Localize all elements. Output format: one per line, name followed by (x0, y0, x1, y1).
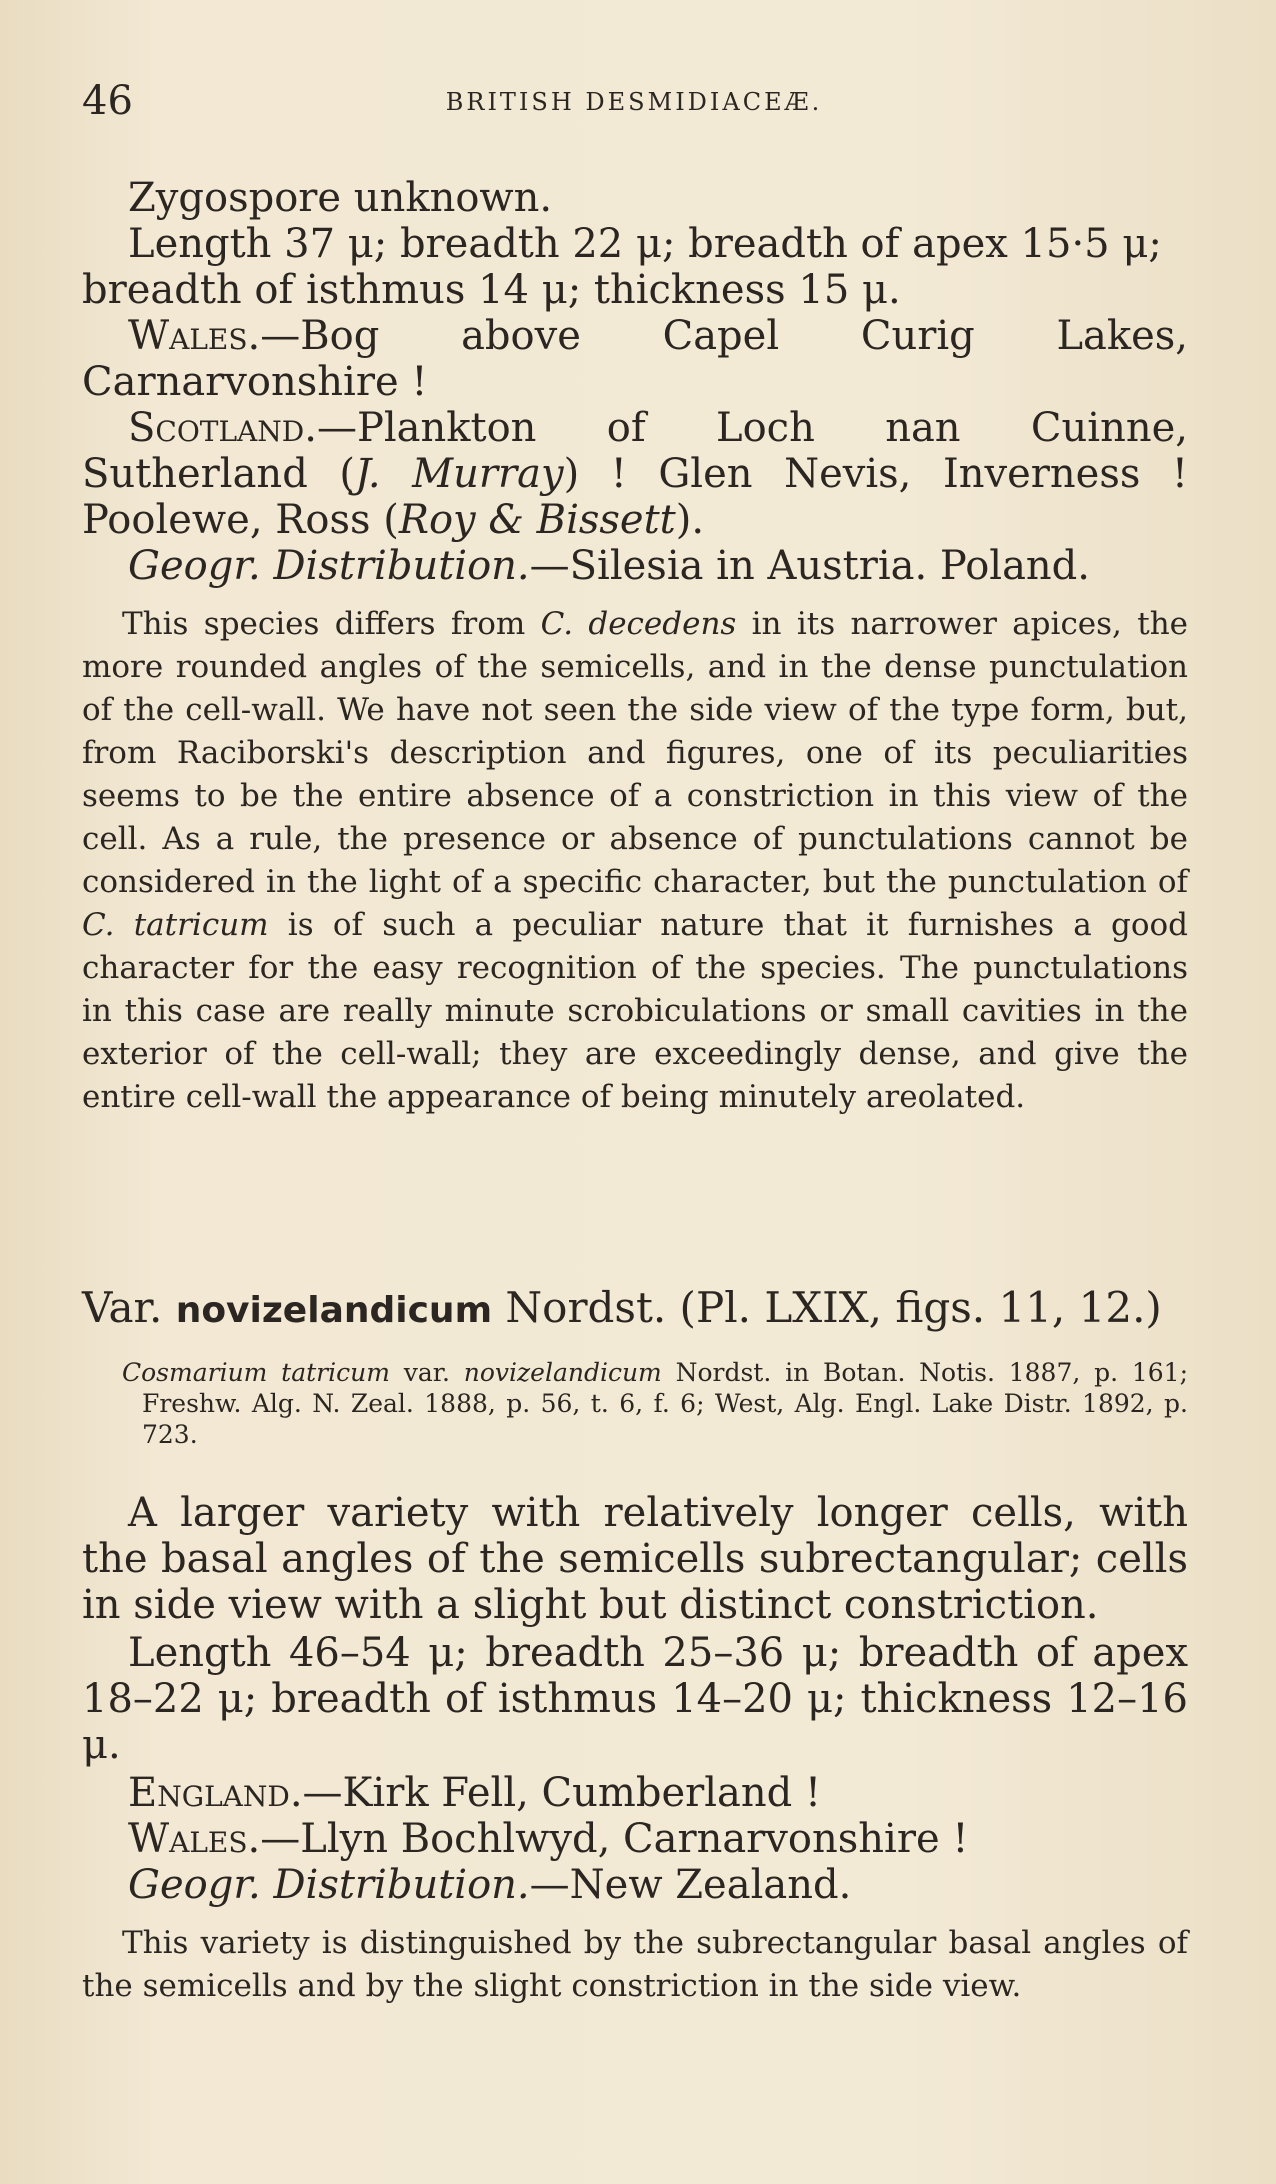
variety-wales-text: —Llyn Bochlwyd, Carnarvonshire ! (260, 1816, 969, 1862)
scotland-text-1: —Plankton of Loch nan Cuinne, Sutherland ( (82, 405, 1188, 497)
england-text: —Kirk Fell, Cumberland ! (302, 1770, 822, 1816)
variety-measurements: Length 46–54 μ; breadth 25–36 μ; breadth of apex 18–22 μ; breadth of isthmus 14–20 μ; thickness 12–16 μ. (82, 1630, 1188, 1768)
wales-locality (82, 313, 1188, 405)
scotland-locality (82, 405, 1188, 543)
measurements-line-1: Length 37 μ; breadth 22 μ; breadth of apex 15·5 μ; (128, 221, 1162, 267)
england-label: England. (128, 1770, 303, 1816)
note-text-2: in its narrower apices, the more rounded angles of the semicells, and in the dense punctulation of the cell-wall. We have not seen the side view of the type form, but, from Raciborski's description and figures, one of its peculiarities seems to be the entire absence of a constriction in this view of the cell. As a rule, the presence or absence of punctulations cannot be considered in the light of a specific character, but the punctulation of (82, 606, 1188, 900)
species-note (82, 603, 1188, 1119)
note-species-1: C. decedens (540, 606, 737, 642)
note-text-3: is of such a peculiar nature that it furnishes a good character for the easy recognition of the species. The punctulations in this case are really minute scrobiculations or small cavities in the exterior of the cell-wall; they are exceedingly dense, and give the entire cell-wall the appearance of being minutely areolated. (82, 907, 1188, 1115)
synonymy (122, 1357, 1188, 1450)
variety-wales-label: Wales. (128, 1816, 261, 1862)
variety-wales-locality (82, 1816, 1188, 1862)
syn-rest: Nordst. in Botan. Notis. 1887, p. 161; Freshw. Alg. N. Zeal. 1888, p. 56, t. 6, f. 6; West, Alg. Engl. Lake Distr. 1892, p. 723. (142, 1358, 1188, 1449)
distribution-line (82, 543, 1188, 589)
variety-description: A larger variety with relatively longer cells, with the basal angles of the semicells subrectangular; cells in side view with a slight but distinct constriction. (82, 1490, 1188, 1628)
variety-note: This variety is distinguished by the subrectangular basal angles of the semicells and by the slight constriction in the side view. (82, 1925, 1188, 2004)
wales-label: Wales. (128, 313, 261, 359)
distribution-text: —Silesia in Austria. Poland. (529, 543, 1090, 589)
syn-varname: novizelandicum (463, 1358, 662, 1387)
scotland-collector-2: Roy & Bissett (398, 497, 676, 543)
scotland-collector: J. Murray (354, 451, 564, 497)
scotland-text-2: ) ! Glen Nevis, Inverness ! Poolewe, Ross ( (82, 451, 1189, 543)
variety-prefix: Var. (82, 1283, 176, 1332)
note-text-1: This species differs from (122, 606, 541, 642)
measurements-line-2: breadth of isthmus 14 μ; thickness 15 μ. (82, 267, 901, 313)
page-number: 46 (82, 78, 133, 124)
scotland-text-3: ). (675, 497, 705, 543)
variety-distribution (82, 1862, 1188, 1908)
variety-heading (82, 1282, 1188, 1337)
syn-species: Cosmarium tatricum (122, 1358, 390, 1387)
wales-text: —Bog above Capel Curig Lakes, Carnarvonshire ! (82, 313, 1188, 405)
type-form-section (82, 175, 1188, 1119)
syn-var: var. (389, 1358, 464, 1387)
variety-section (82, 1282, 1188, 2008)
zygospore-line: Zygospore unknown. (128, 175, 553, 221)
page-header (82, 78, 1186, 138)
variety-suffix: Nordst. (Pl. LXIX, figs. 11, 12.) (492, 1283, 1162, 1332)
running-head: BRITISH DESMIDIACEÆ. (445, 88, 823, 116)
variety-distribution-label: Geogr. Distribution. (128, 1862, 530, 1908)
note-species-2: C. tatricum (82, 907, 269, 943)
variety-name: novizelandicum (175, 1290, 493, 1331)
variety-distribution-text: —New Zealand. (529, 1862, 852, 1908)
scotland-label: Scotland. (128, 405, 317, 451)
distribution-label: Geogr. Distribution. (128, 543, 530, 589)
england-locality (82, 1770, 1188, 1816)
